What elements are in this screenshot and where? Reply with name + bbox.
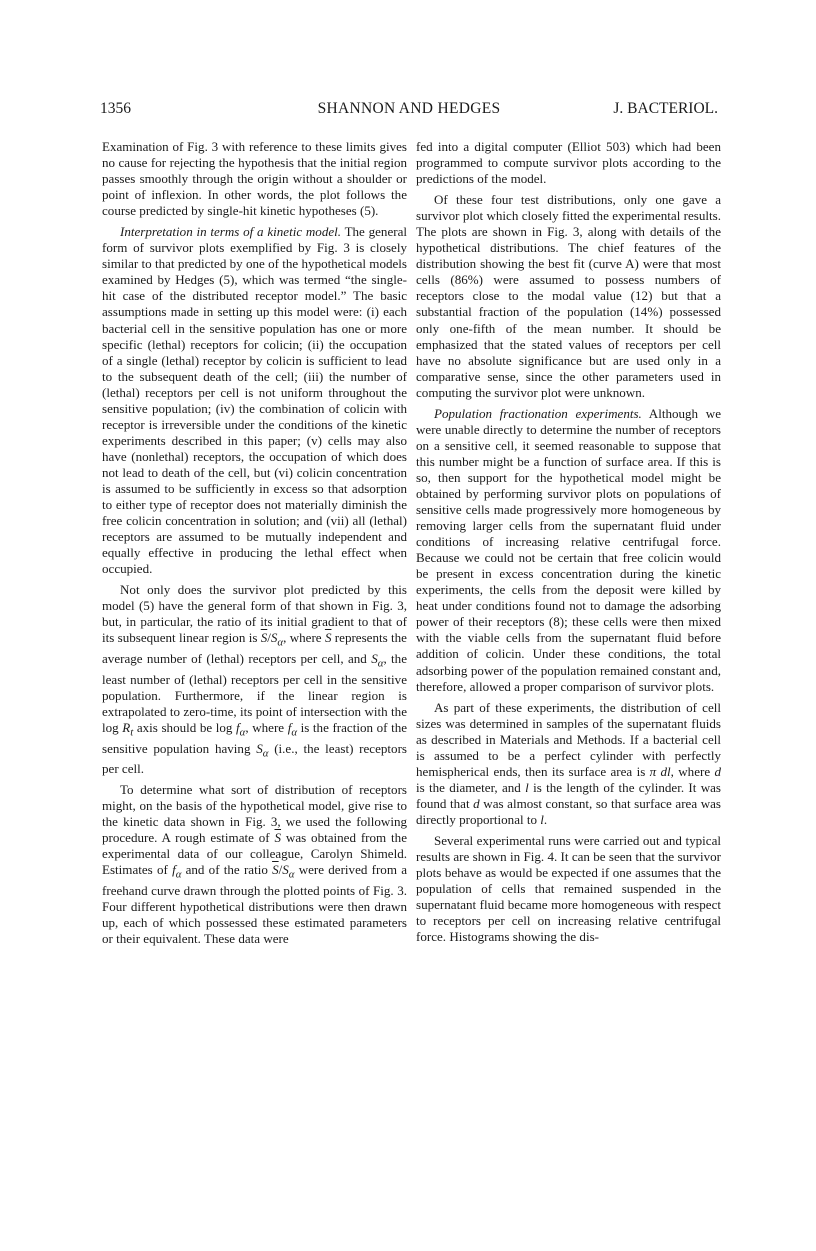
paragraph: To determine what sort of distribution of receptors might, on the basis of the hypothetical model, give rise to the kinetic data shown in Fig. 3, we used the following procedure. A rough estimate of $\overline{S}$ was obtained from the experimental data of our colleague, Carolyn Shimeld. Estimates of $f_\alpha$ and of the ratio $\overline{S}/S_\alpha$ were derived from a freehand curve drawn through the plotted points of Fig. 3. Four different hypothetical distributions were then drawn up, each of which possessed these estimated parameters or their equivalent. These data were — [102, 782, 407, 947]
text-run: is the length of the cylinder. It was found that — [416, 779, 722, 811]
left-column — [102, 139, 407, 947]
paragraph-text: The general form of survivor plots exemplified by Fig. 3 is closely similar to that predicted by one of the hypothetical models examined by Hedges (5), which was termed “the single-hit case of the distributed receptor model.” The basic assumptions made in setting up this model were: (i) each bacterial cell in the sensitive population has one or more specific (lethal) receptors for colicin; (ii) the occupation of a single (lethal) receptor by colicin is sufficient to lead to the subsequent death of the cell; (iii) the number of (lethal) receptors per cell is not uniform throughout the sensitive population; (iv) the combination of colicin with receptor is irreversible under the conditions of the kinetic experiments described in this paper; (v) cells may also have (nonlethal) receptors, the occupation of which does not lead to death of the cell, but (vi) colicin concentration is assumed to be sufficiently in excess so that adsorption to either type of receptor does not materially diminish the free colicin concentration in solution; and (vii) all (lethal) receptors are assumed to be mutually independent and equally effective in producing the lethal effect when occupied. — [102, 224, 407, 577]
math-d: d — [714, 763, 721, 779]
math-s-alpha: $S_\alpha$ — [256, 740, 269, 760]
math-l: l — [540, 811, 544, 827]
math-pi-dl: π dl — [649, 763, 671, 779]
running-header — [100, 100, 718, 120]
text-run: axis should be log — [133, 719, 237, 735]
text-run: , where — [670, 763, 715, 779]
paragraph: Examination of Fig. 3 with reference to these limits gives no cause for rejecting the hypothesis that the initial region passes smoothly through the origin without a shoulder or point of inflexion. In other words, the plot follows the course predicted by single-hit kinetic hypotheses (5). — [102, 139, 407, 219]
paragraph-text: Although we were unable directly to determine the number of receptors on a sensitive cell, it seemed reasonable to suppose that this number might be a function of surface area. If this is so, then support for the hypothetical model might be obtained by performing survivor plots on populations of sensitive cells made progressively more homogeneous by removing larger cells from the supernatant fluid under conditions of increasing relative centrifugal force. Because we could not be certain that free colicin would be present in excess concentration during the kinetic experiments, the cells from the deposit were killed by heat under conditions found not to damage the adsorbing power of their receptors (8); these cells were then mixed with the viable cells from the supernatant fluid before addition of colicin. Under these conditions, the total adsorbing power of the population remained constant and, therefore, allowed a proper comparison of survivor plots. — [416, 405, 721, 694]
text-run: was almost constant, so that surface area was directly proportional to — [416, 795, 722, 827]
paragraph — [416, 700, 721, 828]
text-run: , the least number of (lethal) receptors per cell in the sensitive population. Furthermore, if the linear region is extrapolated to zero-time, its point of intersection with the log — [102, 651, 407, 735]
math-l: l — [525, 779, 529, 795]
section-heading: Interpretation in terms of a kinetic model. — [120, 224, 342, 240]
right-column — [416, 139, 721, 945]
page-number: 1356 — [100, 100, 131, 117]
text-run: is the fraction of the sensitive population having — [102, 719, 408, 756]
math-s-alpha: $S_\alpha$ — [371, 651, 384, 670]
text-run: was obtained from the experimental data of our colleague, Carolyn Shimeld. Estimates of — [102, 830, 407, 878]
text-run: To determine what sort of distribution of receptors might, on the basis of the hypothetical model, give rise to the kinetic data shown in Fig. 3, we used the following procedure. A rough estimate of — [102, 782, 407, 846]
math-f-alpha: $f_\alpha$ — [236, 719, 246, 739]
text-run: were derived from a freehand curve drawn through the plotted points of Fig. 3. Four different hypothetical distributions were then drawn up, each of which possessed these estimated parameters or their equivalent. These data were — [102, 862, 407, 947]
paragraph: Several experimental runs were carried out and typical results are shown in Fig. 4. It can be seen that the survivor plots behave as would be expected if one assumes that the population of cells that remained suspended in the supernatant fluid became more homogeneous with respect to receptors per cell on increasing relative centrifugal force. Histograms showing the dis- — [416, 832, 721, 945]
text-run: As part of these experiments, the distribution of cell sizes was determined in samples of the supernatant fluids as described in Materials and Methods. If a bacterial cell is assumed to be a perfect cylinder with perfectly hemispherical ends, then its surface area is — [416, 699, 721, 779]
paragraph: Not only does the survivor plot predicted by this model (5) have the general form of that shown in Fig. 3, but, in particular, the ratio of its initial gradient to that of its subsequent linear region is $\overline{S}/S_\alpha$, where $\overline{S}$ represents the average number of (lethal) receptors per cell, and $S_\alpha$, the least number of (lethal) receptors per cell in the sensitive population. Furthermore, if the linear region is extrapolated to zero-time, its point of intersection with the $\log R_t$ axis should be $\log f_\alpha$, where $f_\alpha$ is the fraction of the sensitive population having $S_\alpha$ (i.e., the least) receptors per cell. — [102, 582, 408, 777]
paragraph: Of these four test distributions, only one gave a survivor plot which closely fitted the experimental results. The plots are shown in Fig. 3, along with details of the hypothetical distributions. The chief features of the distribution showing the best fit (curve A) were that most cells (86%) were assumed to possess numbers of receptors close to the modal value (12) but that a substantial fraction of the population (14%) possessed only one-fifth of the mean number. It should be emphasized that the stated values of receptors per cell have no absolute significance but are used only in a comparative sense, since the other parameters used in computing the survivor plot were unknown. — [416, 192, 721, 400]
paragraph — [102, 224, 407, 577]
text-run: , where — [283, 630, 325, 646]
text-run: . — [543, 811, 548, 827]
math-s-bar: $\overline{S}$ — [274, 830, 282, 846]
text-run: represents the average number of (lethal) receptors per cell, and — [102, 630, 407, 667]
math-f-alpha: $f_\alpha$ — [172, 862, 182, 882]
paragraph: fed into a digital computer (Elliot 503) which had been programmed to compute survivor plots according to the predictions of the model. — [416, 139, 721, 187]
math-d: d — [473, 795, 480, 811]
section-heading: Population fractionation experiments. — [434, 405, 642, 421]
math-s-alpha: $S_\alpha$ — [270, 630, 284, 650]
running-title: SHANNON AND HEDGES — [317, 100, 501, 117]
journal-name: J. BACTERIOL. — [613, 100, 718, 117]
math-f-alpha: $f_\alpha$ — [287, 719, 298, 739]
paragraph — [416, 406, 721, 695]
text-run: and of the ratio — [181, 862, 273, 878]
math-r-t: $R_t$ — [122, 719, 134, 739]
math-s-alpha: $S_\alpha$ — [282, 862, 295, 882]
text-run: , where — [245, 719, 288, 735]
text-run: is the diameter, and — [416, 779, 526, 795]
text-run: Not only does the survivor plot predicted by this model (5) have the general form of that shown in Fig. 3, but, in particular, the ratio of its initial gradient to that of its subsequent linear region is — [102, 582, 407, 646]
math-s-bar: $\overline{S}$ — [260, 630, 268, 646]
math-s-bar: $\overline{S}$ — [272, 862, 279, 878]
math-s-bar: $\overline{S}$ — [324, 630, 332, 646]
text-run: (i.e., the least) receptors per cell. — [102, 740, 407, 777]
